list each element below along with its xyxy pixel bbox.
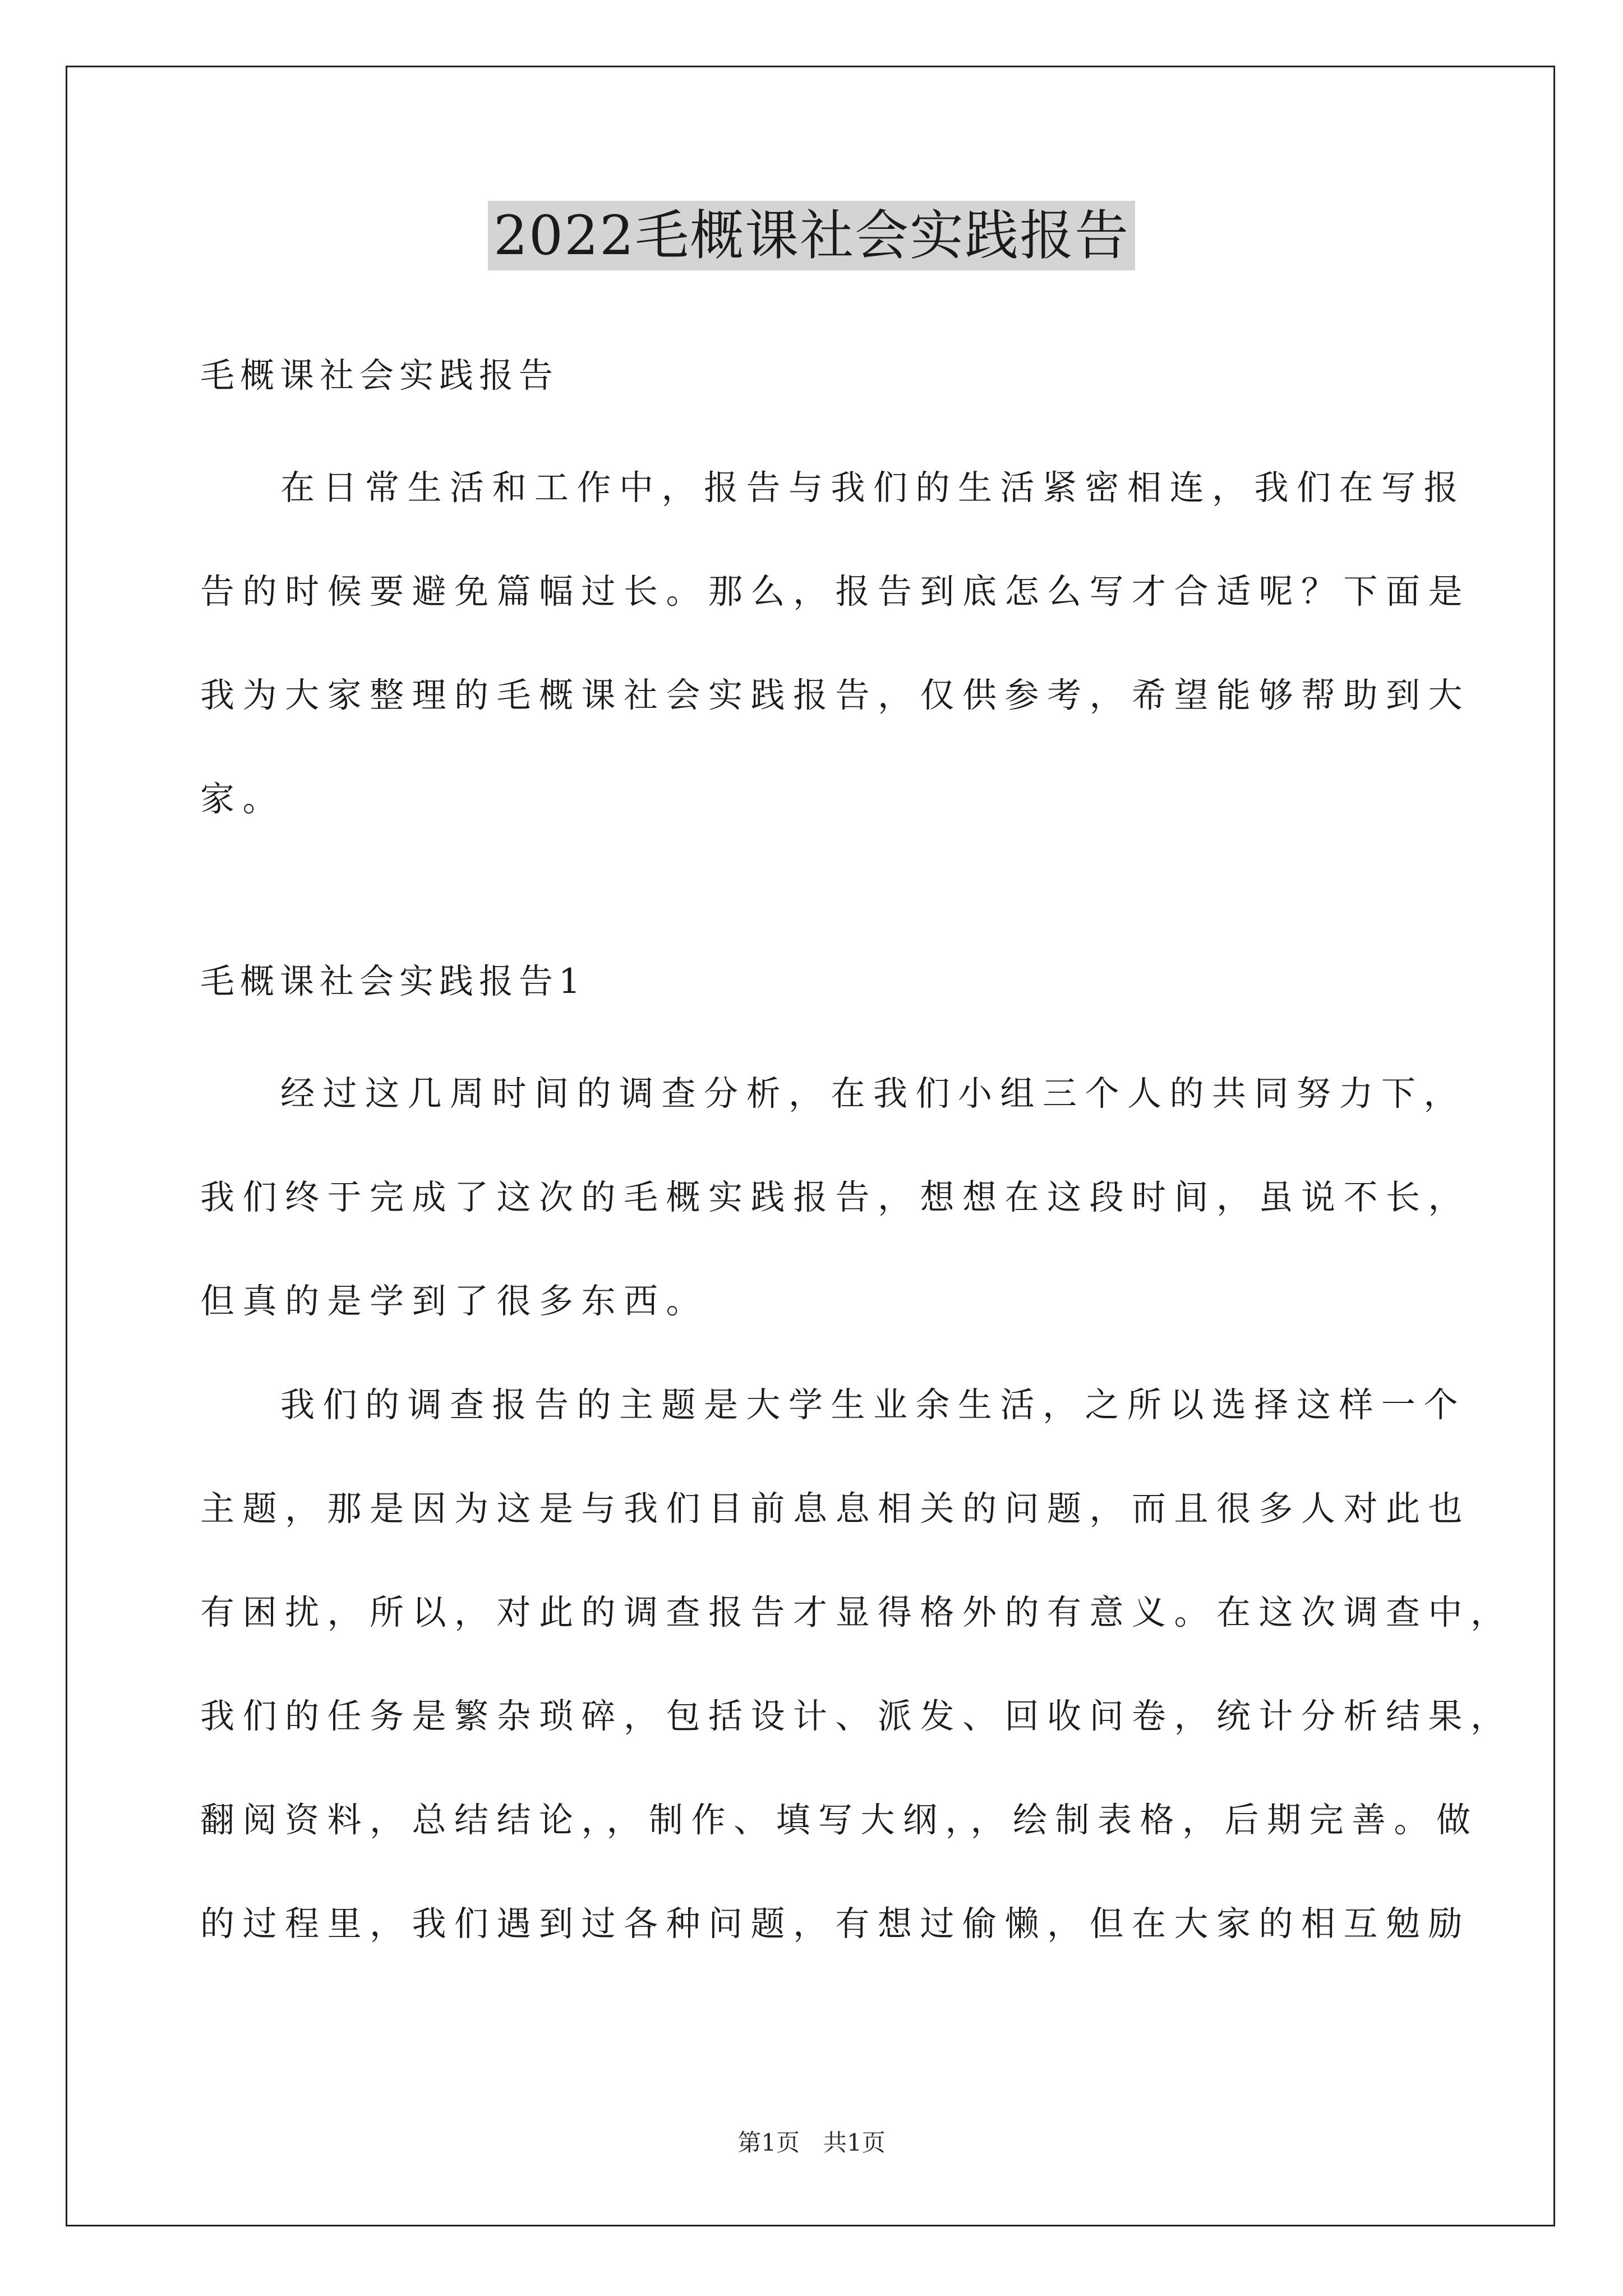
intro-line: 在日常生活和工作中，报告与我们的生活紧密相连，我们在写报: [280, 468, 1467, 508]
intro-line: 告的时候要避免篇幅过长。那么，报告到底怎么写才合适呢？下面是: [200, 572, 1471, 611]
paragraph-line: 我们的调查报告的主题是大学生业余生活，之所以选择这样一个: [280, 1385, 1467, 1425]
document-title: 2022毛概课社会实践报告: [0, 196, 1623, 275]
page-number: 第1页 共1页: [737, 2129, 886, 2156]
paragraph-line: 翻阅资料，总结结论，，制作、填写大纲，，绘制表格，后期完善。做: [200, 1800, 1479, 1840]
section-heading: 毛概课社会实践报告1: [200, 961, 586, 1001]
paragraph-line: 有困扰，所以，对此的调查报告才显得格外的有意义。在这次调查中，: [200, 1593, 1513, 1632]
paragraph-line: 我们终于完成了这次的毛概实践报告，想想在这段时间，虽说不长，: [200, 1177, 1471, 1217]
paragraph-line: 主题，那是因为这是与我们目前息息相关的问题，而且很多人对此也: [200, 1489, 1471, 1529]
paragraph-line: 的过程里，我们遇到过各种问题，有想过偷懒，但在大家的相互勉励: [200, 1904, 1471, 1944]
intro-line: 家。: [200, 779, 285, 819]
paragraph-line: 经过这几周时间的调查分析，在我们小组三个人的共同努力下，: [280, 1074, 1467, 1114]
paragraph-line: 但真的是学到了很多东西。: [200, 1281, 709, 1321]
document-subtitle: 毛概课社会实践报告: [200, 356, 559, 395]
intro-line: 我为大家整理的毛概课社会实践报告，仅供参考，希望能够帮助到大: [200, 675, 1471, 715]
paragraph-line: 我们的任务是繁杂琐碎，包括设计、派发、回收问卷，统计分析结果，: [200, 1696, 1513, 1736]
